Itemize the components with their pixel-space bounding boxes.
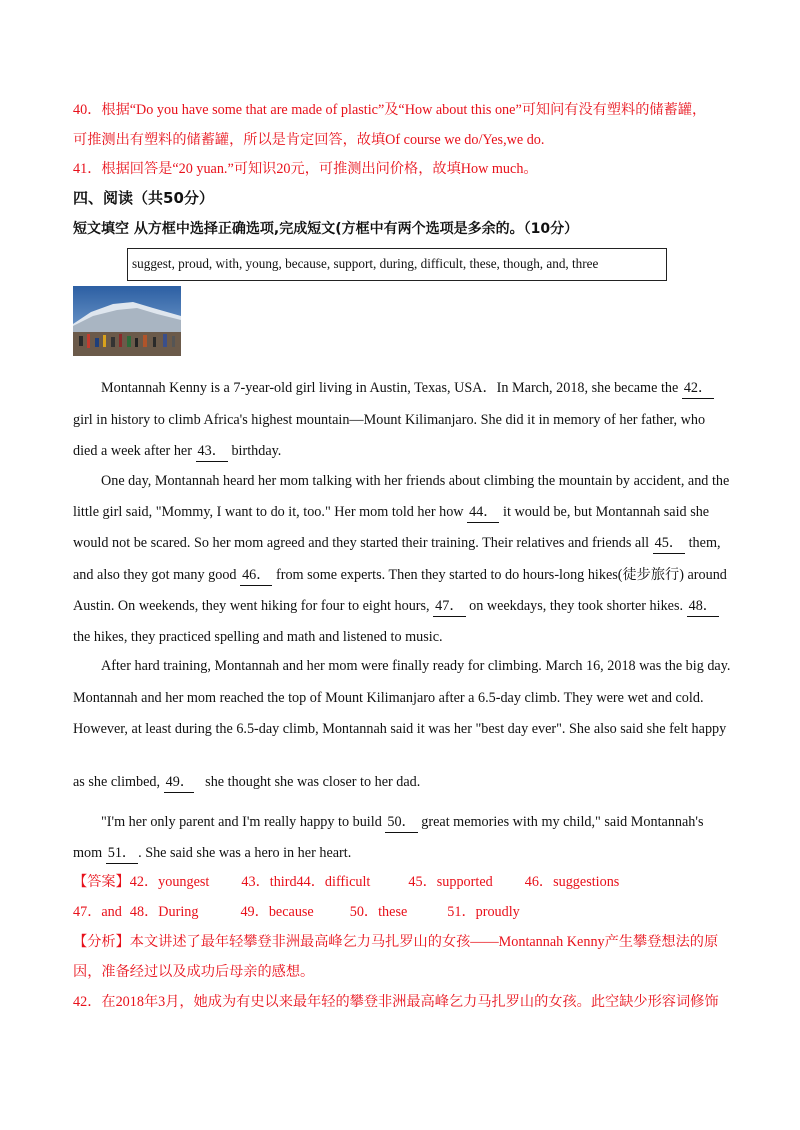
passage-text: great memories with my child," said Montannah's [417, 814, 704, 830]
analysis-line2: 因，准备经过以及成功后母亲的感想。 [73, 964, 315, 980]
passage-text: from some experts. Then they started to do hours-long hikes(徒步旅行) around [272, 567, 727, 583]
passage-line [101, 378, 714, 399]
passage-text: them, [685, 535, 721, 551]
analysis-line3: 42．在2018年3月，她成为有史以来最年轻的攀登非洲最高峰乞力马扎罗山的女孩。此空缺少形容词修饰 [73, 994, 719, 1010]
blank-49[interactable]: 49． [164, 772, 194, 793]
passage-line [73, 533, 721, 554]
word-box: suggest, proud, with, young, because, support, during, difficult, these, though, and, three [127, 248, 667, 281]
passage-line: Montannah and her mom reached the top of Mount Kilimanjaro after a 6.5-day climb. They were wet and cold. [73, 690, 704, 706]
answer-item: 44．difficult [296, 874, 371, 890]
blank-50[interactable]: 50． [385, 812, 417, 833]
passage-line: girl in history to climb Africa's highest mountain—Mount Kilimanjaro. She did it in memory of her father, who [73, 412, 706, 428]
mountain-photo [73, 286, 181, 356]
passage-line: One day, Montannah heard her mom talking with her friends about climbing the mountain by accident, and the [101, 473, 730, 489]
passage-text: would not be scared. So her mom agreed and they started their training. Their relatives and friends all [73, 535, 653, 551]
passage-text: Austin. On weekends, they went hiking for four to eight hours, [73, 598, 434, 614]
answer-41: 41．根据回答是“20 yuan.”可知识20元，可推测出问价格，故填How much。 [73, 161, 538, 177]
answer-key-line2 [73, 902, 520, 922]
passage-text: and also they got many good [73, 567, 241, 583]
passage-text: mom [73, 845, 106, 861]
answer-40-line1: 40．根据“Do you have some that are made of plastic”及“How about this one”可知问有没有塑料的储蓄罐， [73, 102, 707, 118]
answer-item: 46．suggestions [524, 874, 620, 890]
passage-line: However, at least during the 6.5-day climb, Montannah said it was her "best day ever". She also said she felt happy [73, 721, 727, 737]
section-heading: 四、阅读（共50分） [73, 189, 214, 207]
answer-label: 【答案】 [73, 874, 130, 890]
passage-line [101, 812, 703, 833]
passage-text: on weekdays, they took shorter hikes. [465, 598, 687, 614]
passage-line: the hikes, they practiced spelling and math and listened to music. [73, 629, 443, 645]
answer-item: 49．because [240, 904, 314, 920]
passage-line [73, 441, 281, 462]
blank-47[interactable]: 47． [433, 596, 465, 617]
passage-text: Montannah Kenny is a 7-year-old girl living in Austin, Texas, USA．In March, 2018, she became the [101, 380, 682, 396]
blank-51[interactable]: 51． [106, 843, 138, 864]
passage-text: as she climbed, [73, 774, 164, 790]
blank-43[interactable]: 43． [196, 441, 228, 462]
passage-line: After hard training, Montannah and her mom were finally ready for climbing. March 16, 2018 was the big day. [101, 658, 731, 674]
section-instructions: 短文填空 从方框中选择正确选项,完成短文(方框中有两个选项是多余的。（10分） [73, 221, 579, 237]
analysis-text: 本文讲述了最年轻攀登非洲最高峰乞力马扎罗山的女孩——Montannah Kenny产生攀登想法的原 [129, 934, 719, 950]
answer-item: 43．third [241, 874, 297, 890]
passage-line [73, 565, 727, 586]
answer-item: 51．proudly [447, 904, 520, 920]
passage-line [73, 843, 351, 864]
blank-48[interactable]: 48． [687, 596, 719, 617]
answer-item: 47．and [73, 904, 122, 920]
blank-45[interactable]: 45． [653, 533, 685, 554]
analysis-line1 [73, 932, 718, 952]
blank-42[interactable]: 42． [682, 378, 714, 399]
blank-46[interactable]: 46． [240, 565, 272, 586]
passage-line [73, 772, 420, 793]
passage-line [73, 502, 709, 523]
answer-item: 42．youngest [129, 874, 210, 890]
passage-text: "I'm her only parent and I'm really happy to build [101, 814, 386, 830]
blank-44[interactable]: 44． [467, 502, 499, 523]
answer-item: 48．During [129, 904, 199, 920]
passage-text: birthday. [227, 443, 282, 459]
answer-40-line2: 可推测出有塑料的储蓄罐，所以是肯定回答，故填Of course we do/Yes,we do. [73, 132, 545, 148]
passage-text: died a week after her [73, 443, 196, 459]
passage-text: little girl said, "Mommy, I want to do it, too." Her mom told her how [73, 504, 468, 520]
analysis-label: 【分析】 [73, 934, 130, 950]
answer-item: 45．supported [408, 874, 493, 890]
passage-text: she thought she was closer to her dad. [201, 774, 421, 790]
passage-text: . She said she was a hero in her heart. [138, 845, 352, 861]
answer-item: 50．these [349, 904, 408, 920]
passage-text: it would be, but Montannah said she [499, 504, 710, 520]
answer-key-line1 [73, 872, 619, 892]
passage-line [73, 596, 719, 617]
